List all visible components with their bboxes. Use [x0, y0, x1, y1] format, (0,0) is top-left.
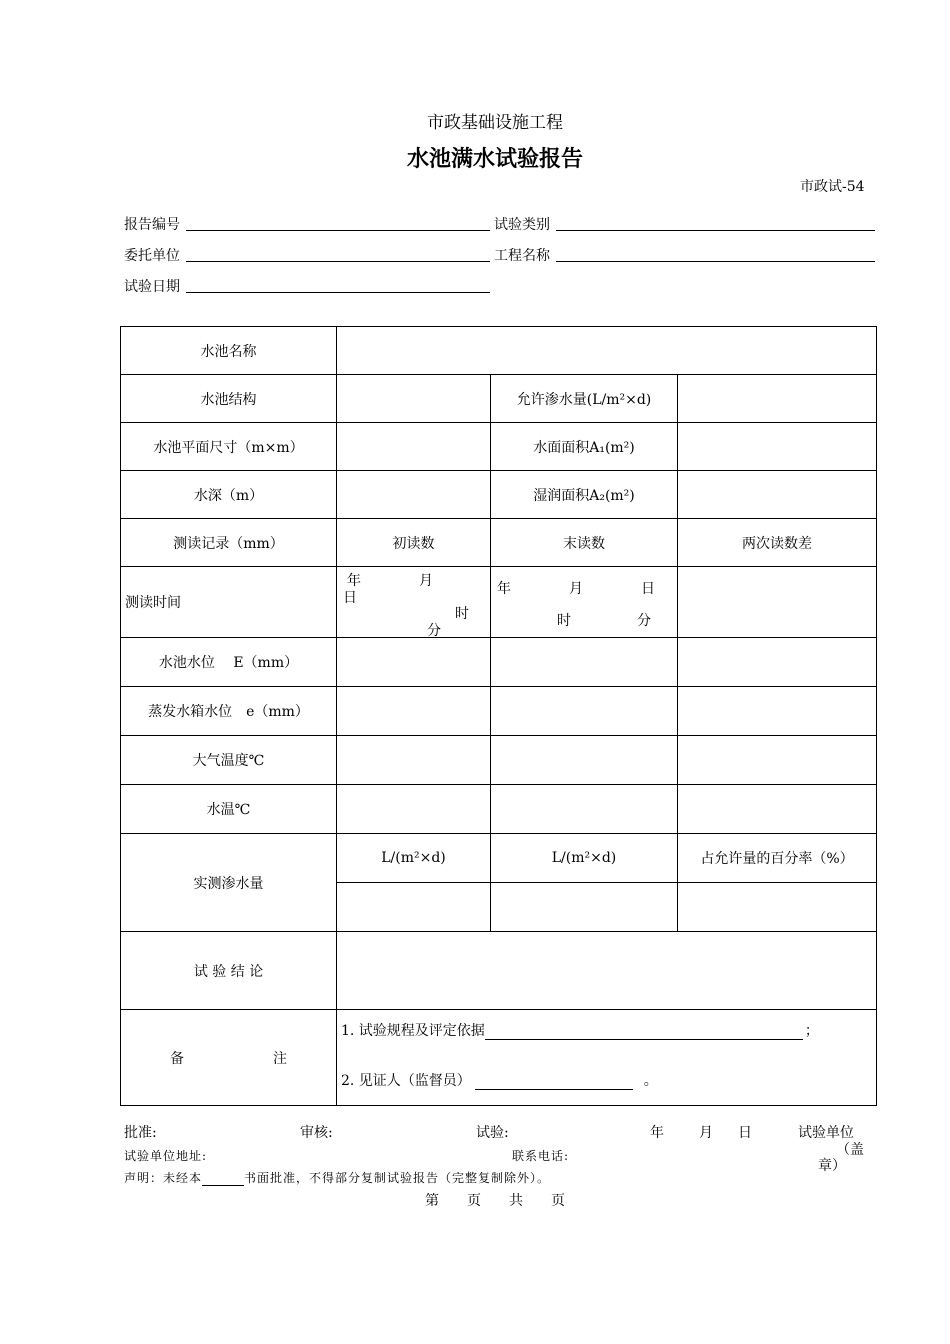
final-year: 年 [497, 581, 511, 597]
test-date-label: 试验日期 [124, 279, 180, 295]
page-number: 第 页 共 页 [425, 1193, 565, 1209]
final-minute: 分 [637, 613, 651, 629]
water-depth-label: 水深（m） [121, 471, 337, 519]
water-temp-final[interactable] [491, 785, 678, 834]
water-area-label: 水面面积A₁(m²) [491, 423, 678, 471]
project-name-label: 工程名称 [494, 248, 550, 264]
seepage-value-2[interactable] [491, 883, 678, 932]
final-time-cell[interactable] [491, 567, 678, 638]
report-no-label: 报告编号 [124, 217, 180, 233]
page-subtitle: 市政基础设施工程 [427, 113, 563, 133]
seepage-value-1[interactable] [337, 883, 491, 932]
note-2-label: 2. 见证人（监督员） [341, 1073, 471, 1089]
report-no-field[interactable] [186, 230, 490, 231]
wet-area-cell[interactable] [678, 471, 877, 519]
footer-day: 日 [738, 1125, 752, 1141]
remarks-char-1: 备 [170, 1050, 185, 1067]
seepage-test-table [120, 326, 877, 1106]
allowed-seepage-cell[interactable] [678, 375, 877, 423]
witness-field[interactable] [475, 1075, 633, 1090]
client-label: 委托单位 [124, 248, 180, 264]
evap-level-label: 蒸发水箱水位 e（mm） [121, 687, 337, 736]
measured-seepage-label: 实测渗水量 [121, 834, 337, 932]
conclusion-label: 试 验 结 论 [121, 932, 337, 1010]
final-month: 月 [569, 581, 583, 597]
pool-structure-label: 水池结构 [121, 375, 337, 423]
test-type-label: 试验类别 [494, 217, 550, 233]
final-hour: 时 [557, 613, 571, 629]
footer-year: 年 [650, 1125, 664, 1141]
pool-level-final[interactable] [491, 638, 678, 687]
percent-allowed-value[interactable] [678, 883, 877, 932]
time-diff-cell[interactable] [678, 567, 877, 638]
air-temp-final[interactable] [491, 736, 678, 785]
client-field[interactable] [186, 261, 490, 262]
review-label: 审核: [300, 1125, 333, 1141]
seepage-unit-1: L/(m²×d) [337, 834, 491, 883]
note-1-field[interactable] [485, 1025, 803, 1040]
initial-month: 月 [419, 573, 433, 589]
project-name-field[interactable] [556, 261, 875, 262]
wet-area-label: 湿润面积A₂(m²) [491, 471, 678, 519]
unit-address-label: 试验单位地址: [124, 1149, 208, 1163]
test-label: 试验: [476, 1125, 509, 1141]
statement-pre: 声明：未经本 [124, 1171, 203, 1185]
remarks-cell[interactable] [337, 1010, 877, 1106]
pool-level-diff[interactable] [678, 638, 877, 687]
initial-hour: 时 [455, 606, 469, 622]
seepage-unit-2: L/(m²×d) [491, 834, 678, 883]
statement [124, 1169, 550, 1186]
test-unit-label: 试验单位 [798, 1125, 854, 1141]
pool-level-initial[interactable] [337, 638, 491, 687]
air-temp-initial[interactable] [337, 736, 491, 785]
pool-level-label: 水池水位 E（mm） [121, 638, 337, 687]
test-type-field[interactable] [556, 230, 875, 231]
form-number: 市政试-54 [800, 179, 865, 195]
initial-year: 年 [347, 573, 361, 589]
evap-level-final[interactable] [491, 687, 678, 736]
water-area-cell[interactable] [678, 423, 877, 471]
reading-record-label: 测读记录（mm） [121, 519, 337, 567]
stamp-open: （盖 [836, 1142, 864, 1158]
remarks-char-2: 注 [272, 1050, 287, 1067]
reading-time-label: 测读时间 [121, 567, 337, 638]
test-date-field[interactable] [186, 292, 490, 293]
remarks-label [121, 1010, 337, 1106]
air-temp-label: 大气温度℃ [121, 736, 337, 785]
statement-blank[interactable] [202, 1173, 244, 1186]
air-temp-diff[interactable] [678, 736, 877, 785]
water-temp-label: 水温℃ [121, 785, 337, 834]
footer-month: 月 [699, 1125, 713, 1141]
note-2-end: 。 [643, 1073, 658, 1089]
water-temp-diff[interactable] [678, 785, 877, 834]
initial-day: 日 [343, 590, 357, 606]
approve-label: 批准: [124, 1125, 157, 1141]
percent-allowed-header: 占允许量的百分率（%） [678, 834, 877, 883]
final-reading-header: 末读数 [491, 519, 678, 567]
note-1-end: ； [804, 1023, 819, 1039]
pool-name-cell[interactable] [337, 327, 877, 375]
evap-level-initial[interactable] [337, 687, 491, 736]
reading-diff-header: 两次读数差 [678, 519, 877, 567]
pool-size-label: 水池平面尺寸（m×m） [121, 423, 337, 471]
statement-post: 书面批准，不得部分复制试验报告（完整复制除外）。 [244, 1171, 551, 1185]
page-title: 水池满水试验报告 [406, 146, 583, 172]
phone-label: 联系电话: [512, 1149, 570, 1163]
pool-name-label: 水池名称 [121, 327, 337, 375]
note-1-label: 1. 试验规程及评定依据 [341, 1023, 485, 1039]
initial-minute: 分 [427, 623, 441, 639]
water-temp-initial[interactable] [337, 785, 491, 834]
stamp-close: 章） [818, 1158, 846, 1174]
initial-time-cell[interactable] [337, 567, 491, 638]
pool-size-cell[interactable] [337, 423, 491, 471]
allowed-seepage-label: 允许渗水量(L/m²×d) [491, 375, 678, 423]
final-day: 日 [641, 581, 655, 597]
conclusion-cell[interactable] [337, 932, 877, 1010]
pool-structure-cell[interactable] [337, 375, 491, 423]
water-depth-cell[interactable] [337, 471, 491, 519]
evap-level-diff[interactable] [678, 687, 877, 736]
initial-reading-header: 初读数 [337, 519, 491, 567]
